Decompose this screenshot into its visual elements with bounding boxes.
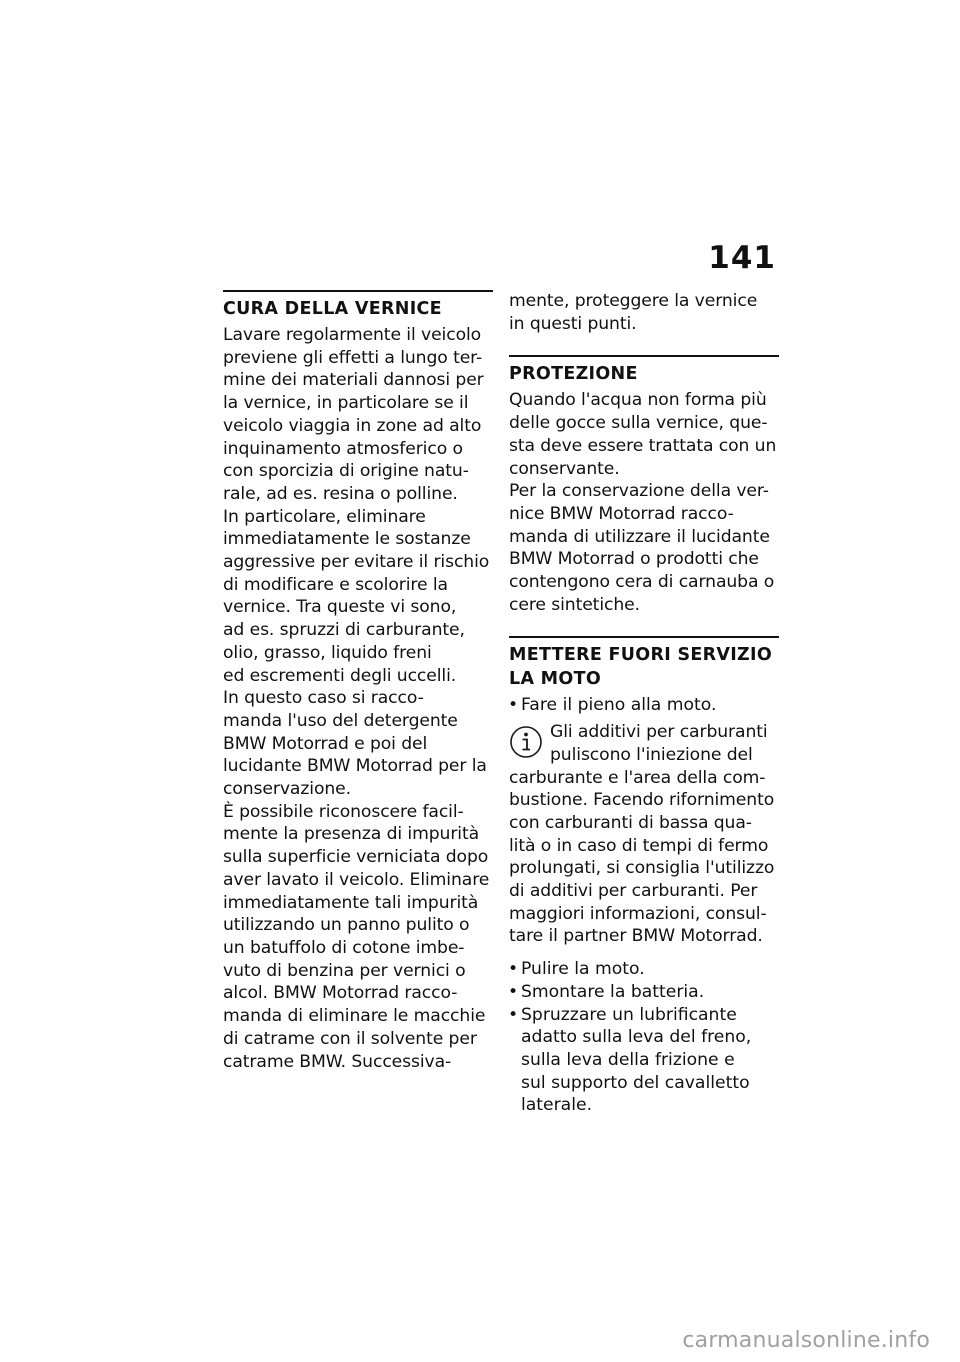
info-line: Gli additivi per carburanti	[550, 722, 768, 743]
text-line: nice BMW Motorrad racco-	[509, 503, 734, 524]
info-line: prolungati, si consiglia l'utilizzo	[509, 858, 775, 879]
text-line: BMW Motorrad e poi del	[223, 733, 428, 754]
text-line: alcol. BMW Motorrad racco-	[223, 983, 458, 1004]
text-line: un batuffolo di cotone imbe-	[223, 937, 465, 958]
text-line: cere sintetiche.	[509, 594, 640, 615]
section-heading-cura-vernice: CURA DELLA VERNICE	[223, 290, 493, 321]
text-line: In particolare, eliminare	[223, 506, 426, 527]
text-line: Lavare regolarmente il veicolo	[223, 325, 482, 345]
text-line: manda di utilizzare il lucidante	[509, 526, 770, 547]
list-item-line: sulla leva della frizione e	[521, 1049, 735, 1070]
list-item-line: adatto sulla leva del freno,	[521, 1027, 752, 1048]
info-note	[509, 721, 779, 948]
list-item-line: laterale.	[521, 1095, 593, 1116]
section-heading-fuori-servizio	[509, 636, 779, 691]
text-line: delle gocce sulla vernice, que-	[509, 413, 768, 434]
text-line: BMW Motorrad o prodotti che	[509, 549, 759, 570]
cura-vernice-text	[223, 324, 493, 1073]
text-line: conservazione.	[223, 779, 352, 800]
text-line: conservante.	[509, 458, 620, 479]
text-line: immediatamente tali impurità	[223, 892, 479, 913]
text-line: vernice. Tra queste vi sono,	[223, 597, 457, 618]
text-line: manda di eliminare le macchie	[223, 1006, 486, 1027]
text-line: manda l'uso del detergente	[223, 710, 458, 731]
watermark: carmanualsonline.info	[682, 1328, 930, 1353]
text-line: vuto di benzina per vernici o	[223, 960, 466, 981]
text-line: previene gli effetti a lungo ter-	[223, 347, 483, 368]
list-item: • Fare il pieno alla moto.	[509, 694, 779, 717]
text-line: rale, ad es. resina o polline.	[223, 483, 458, 504]
text-line: È possibile riconoscere facil-	[223, 801, 464, 822]
list-item-line: sul supporto del cavalletto	[521, 1072, 750, 1093]
text-line: ad es. spruzzi di carburante,	[223, 620, 465, 641]
list-item: • Pulire la moto.	[509, 958, 779, 981]
text-line: con sporcizia di origine natu-	[223, 461, 469, 482]
text-line: mine dei materiali dannosi per	[223, 370, 484, 391]
text-line: aggressive per evitare il rischio	[223, 552, 490, 573]
text-line: sulla superficie verniciata dopo	[223, 847, 489, 868]
continuation-text	[509, 290, 779, 335]
text-line: immediatamente le sostanze	[223, 529, 471, 550]
info-line: di additivi per carburanti. Per	[509, 881, 758, 902]
left-column	[223, 290, 493, 1073]
info-line: bustione. Facendo rifornimento	[509, 790, 775, 811]
list-item	[509, 1004, 779, 1118]
text-line: la vernice, in particolare se il	[223, 393, 469, 414]
text-line: olio, grasso, liquido freni	[223, 642, 432, 663]
info-line: con carburanti di bassa qua-	[509, 812, 752, 833]
text-line: ed escrementi degli uccelli.	[223, 665, 457, 686]
page-number: 141	[708, 240, 776, 276]
text-line: utilizzando un panno pulito o	[223, 915, 470, 936]
info-line: carburante e l'area della com-	[509, 767, 766, 788]
info-icon	[509, 725, 543, 759]
info-line: tare il partner BMW Motorrad.	[509, 926, 763, 947]
text-line: Quando l'acqua non forma più	[509, 390, 767, 411]
text-line: lucidante BMW Motorrad per la	[223, 756, 487, 777]
info-line: puliscono l'iniezione del	[550, 744, 753, 765]
text-line: In questo caso si racco-	[223, 688, 424, 709]
text-line: mente la presenza di impurità	[223, 824, 480, 845]
text-line: aver lavato il veicolo. Eliminare	[223, 869, 490, 890]
text-line: di catrame con il solvente per	[223, 1028, 477, 1049]
text-line: sta deve essere trattata con un	[509, 435, 777, 456]
text-line: di modificare e scolorire la	[223, 574, 448, 595]
protezione-text	[509, 389, 779, 616]
heading-line: LA MOTO	[509, 669, 601, 690]
text-line: Per la conservazione della ver-	[509, 481, 769, 502]
right-column	[509, 290, 779, 1117]
text-line: in questi punti.	[509, 313, 637, 334]
text-line: mente, proteggere la vernice	[509, 291, 758, 311]
list-item: • Smontare la batteria.	[509, 981, 779, 1004]
section-heading-protezione: PROTEZIONE	[509, 355, 779, 386]
text-line: inquinamento atmosferico o	[223, 438, 463, 459]
info-line: lità o in caso di tempi di fermo	[509, 835, 769, 856]
list-item-line: • Spruzzare un lubrificante	[521, 1004, 737, 1025]
heading-line: METTERE FUORI SERVIZIO	[509, 645, 773, 666]
text-line: catrame BMW. Successiva-	[223, 1051, 452, 1072]
text-line: veicolo viaggia in zone ad alto	[223, 415, 482, 436]
info-line: maggiori informazioni, consul-	[509, 903, 767, 924]
text-line: contengono cera di carnauba o	[509, 572, 775, 593]
